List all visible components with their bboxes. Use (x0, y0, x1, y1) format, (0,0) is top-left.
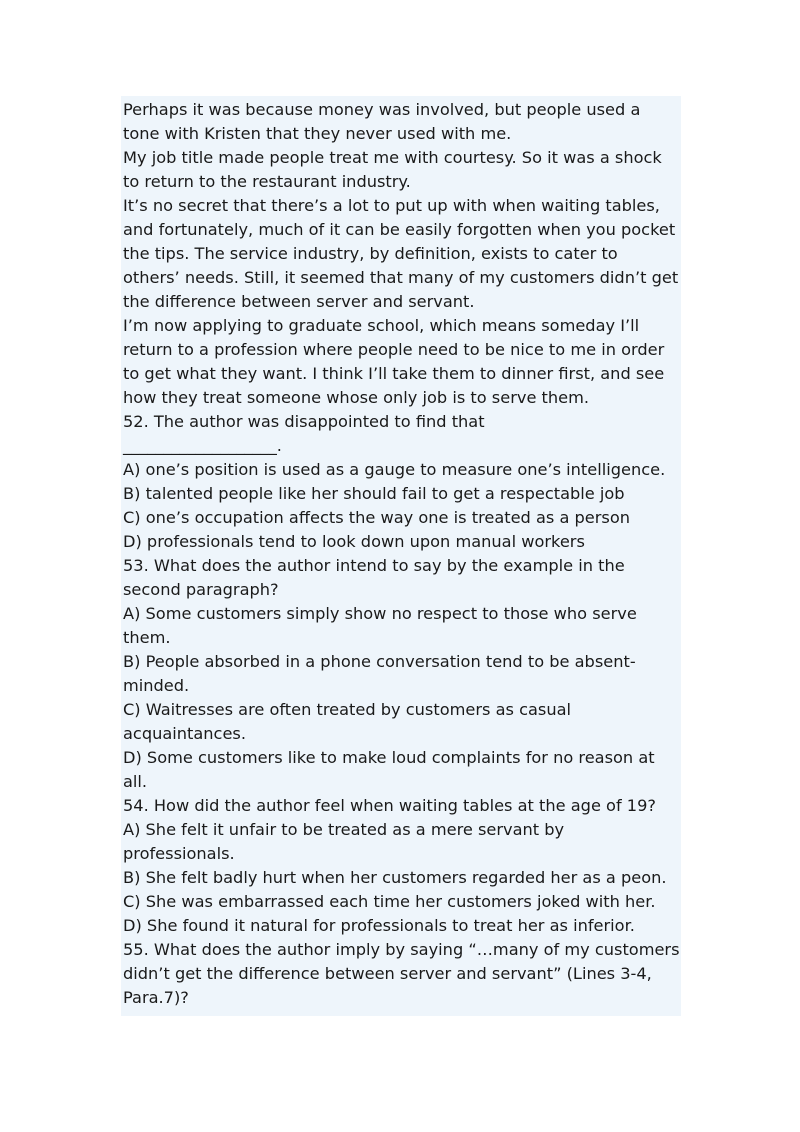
question-53-stem: 53. What does the author intend to say by the example in the (123, 556, 625, 575)
text-line: others’ needs. Still, it seemed that many of my customers didn’t get (123, 268, 679, 287)
question-53-option-b: minded. (123, 676, 190, 695)
question-53-option-c: acquaintances. (123, 724, 246, 743)
text-line: the tips. The service industry, by definition, exists to cater to (123, 244, 618, 263)
question-52-option-a: A) one’s position is used as a gauge to measure one’s intelligence. (123, 460, 666, 479)
question-52-option-c: C) one’s occupation affects the way one is treated as a person (123, 508, 631, 527)
question-55-stem: 55. What does the author imply by saying “…many of my customers (123, 940, 680, 959)
question-53-option-d: all. (123, 772, 148, 791)
text-line: tone with Kristen that they never used with me. (123, 124, 512, 143)
text-line: Perhaps it was because money was involved, but people used a (123, 100, 641, 119)
text-line: I’m now applying to graduate school, which means someday I’ll (123, 316, 640, 335)
question-53-option-a: A) Some customers simply show no respect to those who serve (123, 604, 637, 623)
question-54-stem: 54. How did the author feel when waiting tables at the age of 19? (123, 796, 656, 815)
question-53-stem: second paragraph? (123, 580, 279, 599)
question-53-option-b: B) People absorbed in a phone conversation tend to be absent- (123, 652, 636, 671)
question-52-option-d: D) professionals tend to look down upon manual workers (123, 532, 585, 551)
text-line: return to a profession where people need to be nice to me in order (123, 340, 665, 359)
question-52-blank: ___________________. (123, 436, 282, 455)
question-54-option-d: D) She found it natural for professionals to treat her as inferior. (123, 916, 635, 935)
text-line: to return to the restaurant industry. (123, 172, 411, 191)
question-53-option-c: C) Waitresses are often treated by customers as casual (123, 700, 571, 719)
question-53-option-a: them. (123, 628, 171, 647)
text-line: It’s no secret that there’s a lot to put up with when waiting tables, (123, 196, 660, 215)
passage-text-block (121, 96, 681, 1016)
question-55-stem: didn’t get the difference between server and servant” (Lines 3-4, (123, 964, 652, 983)
question-52-option-b: B) talented people like her should fail to get a respectable job (123, 484, 625, 503)
question-54-option-a: A) She felt it unfair to be treated as a mere servant by (123, 820, 565, 839)
question-54-option-c: C) She was embarrassed each time her customers joked with her. (123, 892, 656, 911)
question-52-stem: 52. The author was disappointed to find that (123, 412, 485, 431)
question-55-stem: Para.7)? (123, 988, 189, 1007)
text-line: to get what they want. I think I’ll take them to dinner first, and see (123, 364, 665, 383)
text-line: My job title made people treat me with courtesy. So it was a shock (123, 148, 662, 167)
text-line: the difference between server and servant. (123, 292, 475, 311)
question-53-option-d: D) Some customers like to make loud complaints for no reason at (123, 748, 655, 767)
text-line: how they treat someone whose only job is to serve them. (123, 388, 590, 407)
question-54-option-a: professionals. (123, 844, 235, 863)
text-line: and fortunately, much of it can be easily forgotten when you pocket (123, 220, 676, 239)
question-54-option-b: B) She felt badly hurt when her customers regarded her as a peon. (123, 868, 667, 887)
